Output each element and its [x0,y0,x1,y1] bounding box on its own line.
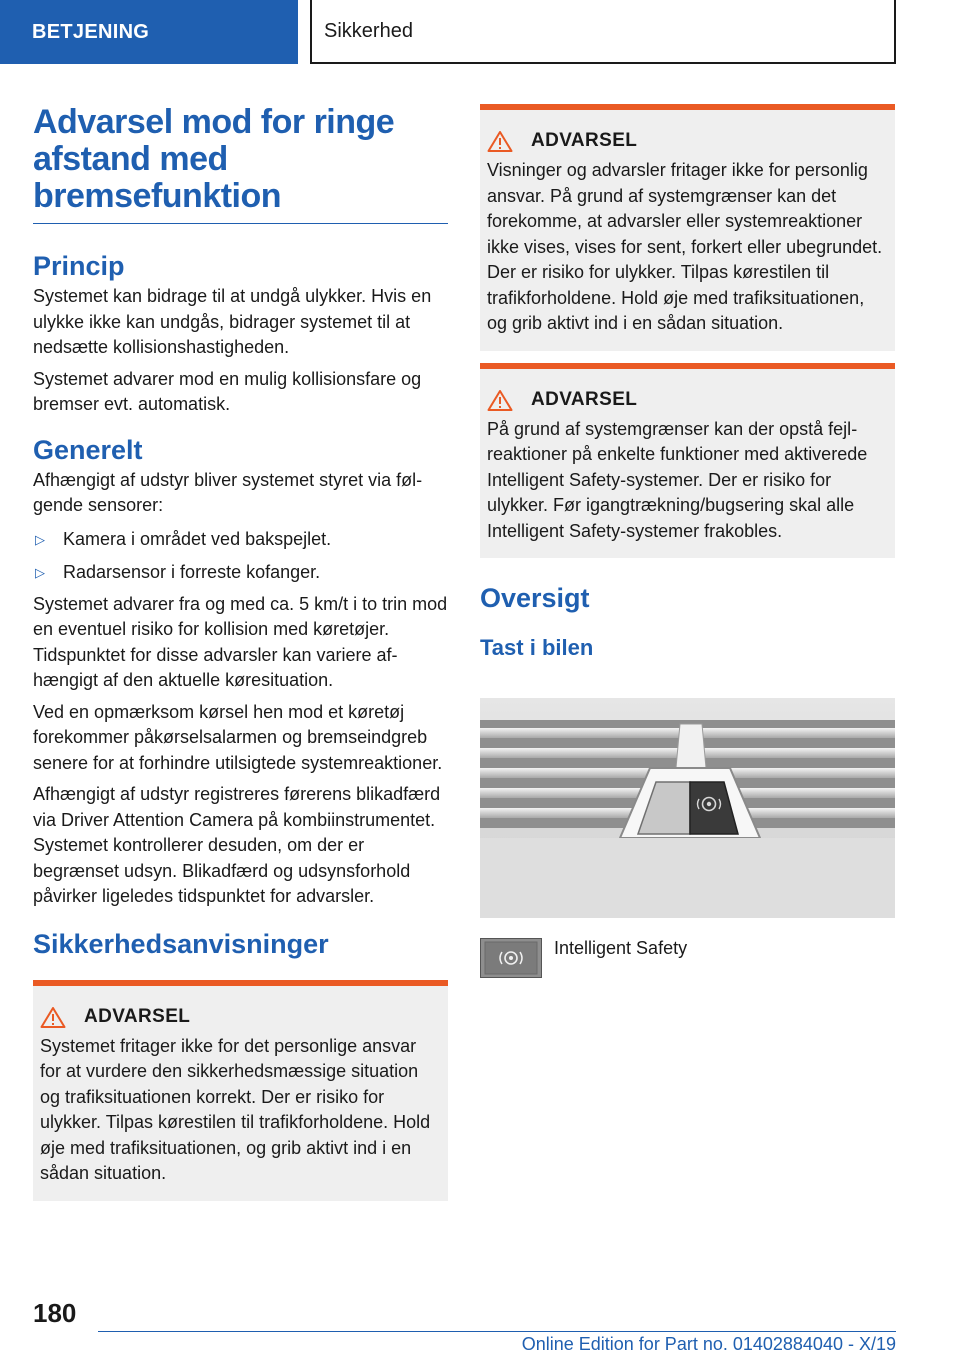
warning-triangle-icon [487,130,523,152]
list-item: ▷ Kamera i området ved bakspejlet. [33,527,448,553]
warning-triangle-icon [487,389,523,411]
warning-box [33,980,448,1201]
page-title: Advarsel mod for ringe afstand med bremsefunktion [33,104,448,224]
warning-text: Visninger og advarsler fritager ikke for personlig ansvar. På grund af systemgrænser kan det forekomme, at advarsler eller systemreaktioner ikke vises, vises for sent, forkert eller ubegrundet. Der er risiko for ulykker. Tilpas kørestilen til trafikforholdene. Hold øje med trafiksituationen, og grib aktivt ind i en sådan situation. [487,160,883,333]
warning-title: ADVARSEL [531,130,638,151]
princip-paragraph-2: Systemet advarer mod en mulig kollisionsfare og bremser evt. automatisk. [33,368,422,414]
warning-text: Systemet fritager ikke for det personlige ansvar for at vurdere den sikkerhedsmæssige situation og trafiksituationen korrekt. Der er risiko for ulykker. Tilpas kørestilen til trafikforholdene. Hold øje med trafiksituationen, og grib aktivt ind i en sådan situation. [40,1035,431,1183]
princip-paragraph-1: Systemet kan bidrage til at undgå ulykker. Hvis en ulykke ikke kan undgås, bidrager systemet til at nedsætte kollisionshastigheden. [33,286,432,357]
chapter-tab [0,0,298,64]
generelt-paragraph-1: Systemet advarer fra og med ca. 5 km/t i to trin mod en eventuel risiko for kollision med køretøjer. Tidspunktet for disse advarsler kan variere afhængigt af den aktuelle køresituation. [33,593,448,690]
warning-box [480,363,895,559]
heading-sikkerhedsanvisninger: Sikkerhedsanvisninger [33,928,329,959]
warning-title: ADVARSEL [531,388,638,410]
button-photo [480,698,895,918]
heading-princip: Princip [33,251,125,281]
warning-title: ADVARSEL [84,1005,191,1027]
warning-text: På grund af systemgrænser kan der opstå fejlreaktioner på enkelte funktioner med aktiverede Intelligent Safety-systemer. Der er risiko for ulykker. Før igangtrækning/bugsering skal alle Intelligent Safety-systemer frakobles. [487,418,868,541]
warning-triangle-icon [40,1006,76,1028]
triangle-bullet-icon: ▷ [35,531,45,547]
generelt-intro: Afhængigt af udstyr bliver systemet styret via følgende sensorer: [33,469,423,515]
footer-edition: Online Edition for Part no. 01402884040 - X/19 [521,1334,896,1354]
left-column [33,104,448,1201]
list-item: ▷ Radarsensor i forreste kofanger. [33,560,448,586]
heading-generelt: Generelt [33,434,143,465]
page-number: 180 [33,1298,77,1328]
right-column [480,104,895,662]
generelt-paragraph-2: Ved en opmærksom kørsel hen mod et køretøj forekommer påkørselsalarmen og bremseindgreb senere for at forhindre utilsigtede systemreaktioner. [33,701,443,773]
footer-divider [98,1331,896,1332]
intelligent-safety-icon [480,938,542,978]
triangle-bullet-icon: ▷ [35,565,45,580]
intelligent-safety-label: Intelligent Safety [554,938,688,958]
heading-oversigt: Oversigt [480,583,590,613]
heading-tast-i-bilen: Tast i bilen [480,635,594,660]
generelt-paragraph-3: Afhængigt af udstyr registreres førerens blikadfærd via Driver Attention Camera på kombiinstrumentet. Systemet kontrollerer desuden, om der er begrænset udsyn. Blikadfærd og udsynsforhold påvirker ligeledes tidspunktet for advarsler. [33,784,441,906]
chapter-label: BETJENING [32,20,150,43]
section-label: Sikkerhed [324,19,413,42]
section-header [310,0,896,64]
warning-box [480,104,895,351]
